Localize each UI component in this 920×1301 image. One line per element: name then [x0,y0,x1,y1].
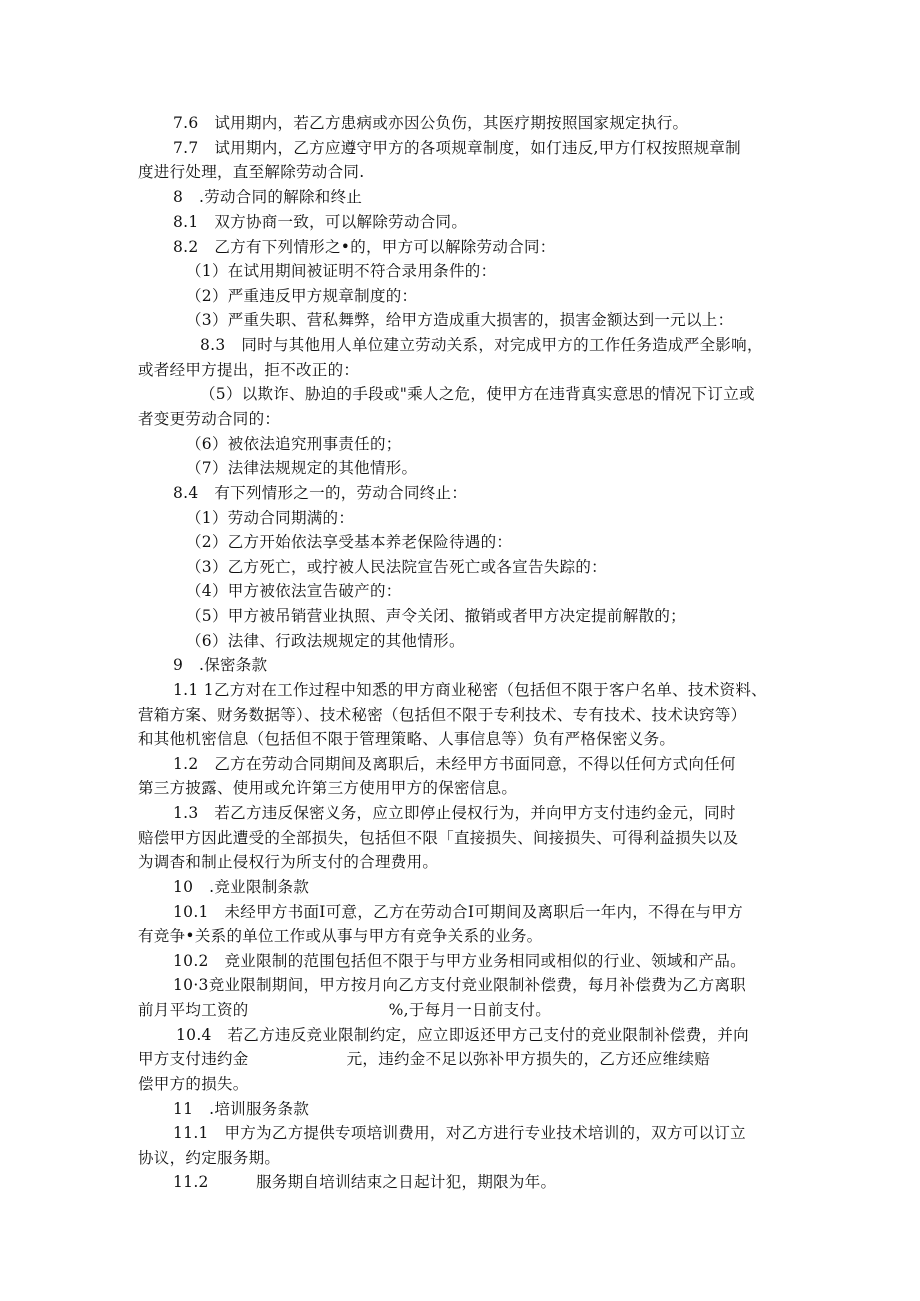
clause-8-2-item-2: （2）严重违反甲方规章制度的： [186,287,418,305]
clause-9-2: 1.2 乙方在劳动合同期间及离职后，未经甲方书面同意，不得以任何方式向任何 [173,755,736,773]
clause-8-item-7: （7）法律法规规定的其他情形。 [186,459,418,477]
clause-8-3: 8.3 同时与其他用人单位建立劳动关系，对完成甲方的工作任务造成严全影响， [200,336,763,354]
clause-8-4: 8.4 有下列情形之一的，劳动合同终止： [173,484,468,502]
clause-10-4: 10.4 若乙方违反竞业限制约定，应立即返还甲方己支付的竞业限制补偿费，并向 [176,1026,749,1044]
clause-9-3: 1.3 若乙方违反保密义务，应立即停止侵权行为，并向甲方支付违约金元，同时 [173,804,736,822]
clause-11-1-cont: 协议，约定服务期。 [138,1149,281,1167]
clause-8-4-item-2: （2）乙方开始依法享受基本养老保险待遇的： [186,533,513,551]
clause-10-1: 10.1 未经甲方书面I可意，乙方在劳动合I可期间及离职后一年内，不得在与甲方 [173,903,743,921]
clause-8-4-item-3: （3）乙方死亡，或拧被人民法院宣告死亡或各宣告失踪的： [186,558,607,576]
clause-8-item-5: （5）以欺诈、胁迫的手段或"乘人之危，使甲方在违背真实意思的情况下订立或 [200,385,755,403]
clause-8-4-item-6: （6）法律、行政法规规定的其他情形。 [186,632,465,650]
clause-9-1-cont-1: 营箱方案、财务数据等）、技术秘密（包括但不限于专利技术、专有技术、技术诀窍等） [138,706,747,724]
clause-10-1-cont: 有竞争•关系的单位工作或从事与甲方有竞争关系的业务。 [138,927,543,945]
clause-8-3-cont: 或者经甲方提出，拒不改正的： [138,361,360,379]
clause-7-7-cont: 度进行处理，直至解除劳动合同. [138,163,365,181]
clause-8-4-item-4: （4）甲方被依法宣告破产的： [186,582,402,600]
clause-9-3-cont-2: 为调杳和制止侵权行为所支付的合理费用。 [138,853,439,871]
clause-7-6: 7.6 试用期内，若乙方患病或亦因公负伤，其医疗期按照国家规定执行。 [173,114,689,132]
clause-10-3-cont-a: 前月平均工资的 [138,1001,249,1019]
clause-11-1: 11.1 甲方为乙方提供专项培训费用，对乙方进行专业技术培训的，双方可以订立 [173,1124,746,1142]
clause-8-item-6: （6）被依法追究刑事责任的； [186,435,402,453]
clause-10-3: 10·3竞业限制期间，甲方按月向乙方支付竞业限制补偿费，每月补偿费为乙方离职 [173,976,746,994]
section-9-heading: 9 .保密条款 [173,656,268,674]
clause-7-7: 7.7 试用期内，乙方应遵守甲方的各项规章制度，如仃违反,甲方仃权按照规章制 [173,139,741,157]
section-10-heading: 10 .竞业限制条款 [173,878,310,896]
clause-11-2: 11.2 服务期自培训结束之日起计犯，期限为年。 [173,1173,557,1191]
clause-10-4-cont-a: 甲方支付违约金 [138,1050,249,1068]
clause-10-4-cont [138,1049,710,1069]
clause-8-2: 8.2 乙方有下列情形之•的，甲方可以解除劳动合同： [173,238,556,256]
clause-9-1-cont-2: 和其他机密信息（包括但不限于管理策略、人事信息等）负有严格保密义务。 [138,730,676,748]
clause-9-3-cont-1: 赔偿甲方因此遭受的全部损失，包括但不限「直接损失、间接损失、可得利益损失以及 [138,829,739,847]
section-8-heading: 8 .劳动合同的解除和终止 [173,188,363,206]
clause-10-4-cont-b: 元，违约金不足以弥补甲方损失的，乙方还应维续赔 [346,1050,711,1068]
clause-8-4-item-5: （5）甲方被吊销营业执照、声令关闭、撤销或者甲方决定提前解散的； [186,607,686,625]
clause-8-1: 8.1 双方协商一致，可以解除劳动合同。 [173,213,468,231]
clause-10-3-cont [138,1000,551,1020]
clause-10-2: 10.2 竞业限制的范围包括但不限于与甲方业务相同或相似的行业、领域和产品。 [173,952,746,970]
section-11-heading: 11 .培训服务条款 [173,1100,310,1118]
clause-10-4-cont-2: 偿甲方的损失。 [138,1075,249,1093]
clause-9-1: 1.1 1乙方对在工作过程中知悉的甲方商业秘密（包括但不限于客户名单、技术资料、 [173,681,767,699]
clause-8-2-item-3: （3）严重失职、营私舞弊，给甲方造成重大损害的，损害金额达到一元以上： [186,311,734,329]
clause-8-2-item-1: （1）在试用期间被证明不符合录用条件的： [186,262,497,280]
clause-8-4-item-1: （1）劳动合同期满的： [186,509,355,527]
clause-10-3-cont-b: %,于每月一日前支付。 [388,1001,552,1019]
clause-9-2-cont: 第三方披露、使用或允许第三方使用甲方的保密信息。 [138,779,518,797]
clause-8-item-5-cont: 者变更劳动合同的： [138,410,281,428]
